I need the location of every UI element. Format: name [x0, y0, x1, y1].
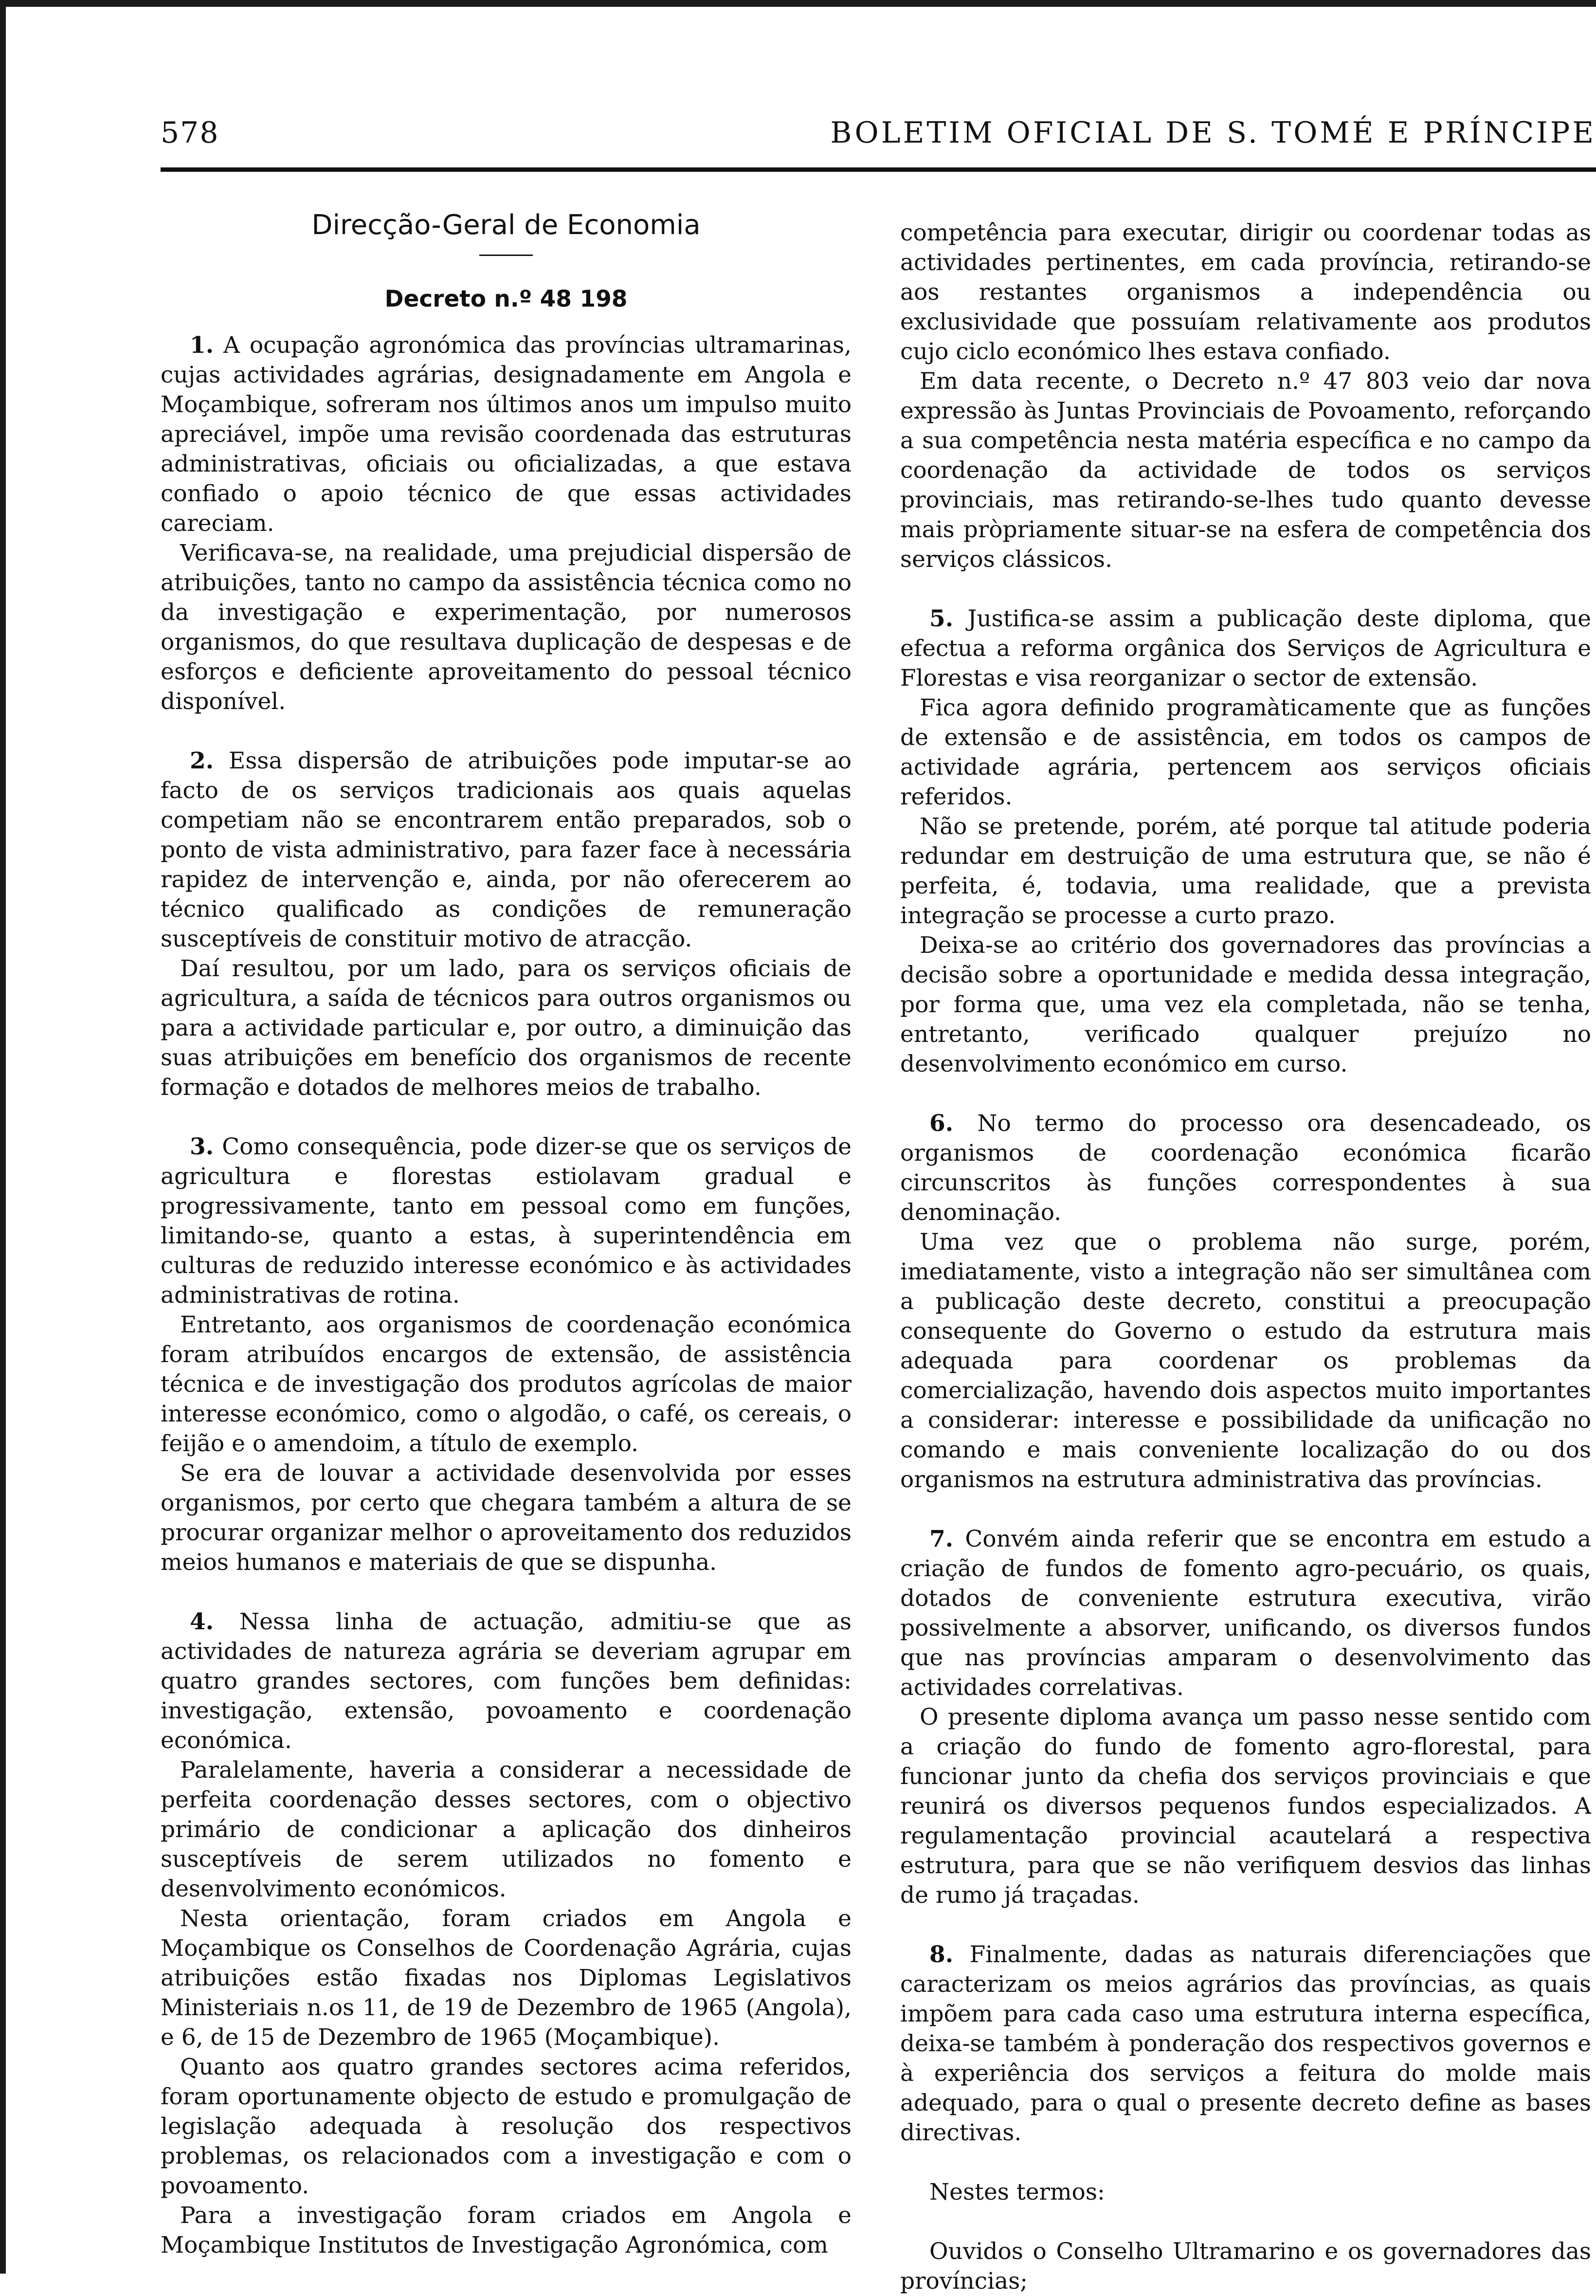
page-header — [161, 116, 1596, 160]
paragraph: Em data recente, o Decreto n.º 47 803 veio dar nova expressão às Juntas Provinciais de Povoamento, reforçando a sua competência nesta matéria específica e no campo da coordenação da actividade de todos os serviços provinciais, mas retirando-se-lhes tudo quanto devesse mais pròpriamente situar-se na esfera de competência dos serviços clássicos. — [900, 368, 1591, 573]
section-number: 7. — [929, 1526, 954, 1552]
spacer — [161, 1102, 852, 1132]
scan-top-border — [0, 0, 1596, 7]
section-number: 2. — [190, 747, 214, 774]
paragraph: competência para executar, dirigir ou coordenar todas as actividades pertinentes, em cada província, retirando-se aos restantes organismos a independência ou exclusividade que possuíam relativamente aos produtos cujo ciclo económico lhes estava confiado. — [900, 219, 1591, 365]
section-number: 5. — [929, 605, 954, 632]
left-column — [161, 209, 852, 2259]
paragraph-text: Como consequência, pode dizer-se que os serviços de agricultura e florestas estiolavam gradual e progressivamente, tanto em pessoal como em funções, limitando-se, quanto a estas, à superintendência em culturas de reduzido interesse económico e às actividades administrativas de rotina. — [161, 1133, 852, 1309]
paragraph: O presente diploma avança um passo nesse sentido com a criação do fundo de fomento agro-florestal, para funcionar junto da chefia dos serviços provinciais e que reunirá os diversos pequenos fundos especializados. A regulamentação provincial acautelará a respectiva estrutura, para que se não verifiquem desvios das linhas de rumo já traçadas. — [900, 1704, 1591, 1909]
paragraph-text: Finalmente, dadas as naturais diferenciações que caracterizam os meios agrários das províncias, as quais impõem para cada caso uma estrutura interna específica, deixa-se também à ponderação dos respectivos governos e à experiência dos serviços a feitura do molde mais adequado, para o qual o presente decreto define as bases directivas. — [900, 1941, 1591, 2146]
paragraph: Paralelamente, haveria a considerar a necessidade de perfeita coordenação desses sectores, com o objectivo primário de condicionar a aplicação dos dinheiros susceptíveis de serem utilizados no fomento e desenvolvimento económicos. — [161, 1757, 852, 1902]
paragraph: Entretanto, aos organismos de coordenação económica foram atribuídos encargos de extensão, de assistência técnica e de investigação dos produtos agrícolas de maior interesse económico, como o algodão, o café, os cereais, o feijão e o amendoim, a título de exemplo. — [161, 1312, 852, 1457]
paragraph — [900, 604, 1591, 693]
paragraph: Deixa-se ao critério dos governadores das províncias a decisão sobre a oportunidade e medida dessa integração, por forma que, uma vez ela completada, não se tenha, entretanto, verificado qualquer prejuízo no desenvolvimento económico em curso. — [900, 932, 1591, 1077]
scan-left-border — [0, 0, 6, 2274]
paragraph-text: Nessa linha de actuação, admitiu-se que as actividades de natureza agrária se deveriam agrupar em quatro grandes sectores, com funções bem definidas: investigação, extensão, povoamento e coordenação económica. — [161, 1608, 852, 1754]
paragraph: Nestes termos: — [929, 2179, 1105, 2205]
paragraph: Quanto aos quatro grandes sectores acima referidos, foram oportunamente objecto de estudo e promulgação de legislação adequada à resolução dos respectivos problemas, os relacionados com a investigação e com o povoamento. — [161, 2054, 852, 2199]
section-number: 1. — [190, 332, 214, 359]
spacer — [900, 1910, 1591, 1940]
paragraph-text: Convém ainda referir que se encontra em estudo a criação de fundos de fomento agro-pecuário, os quais, dotados de conveniente estrutura executiva, virão possivelmente a absorver, unificando, os diversos fundos que nas províncias amparam o desenvolvimento das actividades correlativas. — [900, 1526, 1591, 1701]
section-number: 3. — [190, 1133, 214, 1160]
paragraph-text: Justifica-se assim a publicação deste diploma, que efectua a reforma orgânica dos Serviços de Agricultura e Florestas e visa reorganizar o sector de extensão. — [900, 605, 1591, 692]
title-divider — [479, 255, 533, 256]
paragraph — [900, 1940, 1591, 2148]
header-rule — [161, 167, 1596, 172]
spacer — [900, 2207, 1591, 2237]
section-number: 6. — [929, 1110, 954, 1137]
page-number: 578 — [161, 116, 219, 150]
spacer — [900, 1079, 1591, 1109]
paragraph — [900, 1109, 1591, 1227]
spacer — [900, 2148, 1591, 2177]
paragraph: Ouvidos o Conselho Ultramarino e os governadores das províncias; — [900, 2238, 1591, 2295]
paragraph: Verificava-se, na realidade, uma prejudicial dispersão de atribuições, tanto no campo da assistência técnica como no da investigação e experimentação, por numerosos organismos, do que resultava duplicação de despesas e de esforços e deficiente aproveitamento do pessoal técnico disponível. — [161, 540, 852, 715]
paragraph: Nesta orientação, foram criados em Angola e Moçambique os Conselhos de Coordenação Agrária, cujas atribuições estão fixadas nos Diplomas Legislativos Ministeriais n.os 11, de 19 de Dezembro de 1965 (Angola), e 6, de 15 de Dezembro de 1965 (Moçambique). — [161, 1905, 852, 2051]
department-title: Direcção-Geral de Economia — [311, 209, 701, 241]
paragraph — [161, 330, 852, 538]
paragraph — [161, 1607, 852, 1755]
spacer — [161, 716, 852, 746]
paragraph: Uma vez que o problema não surge, porém, imediatamente, visto a integração não ser simultânea com a publicação deste decreto, constitui a preocupação consequente do Governo o estudo da estrutura mais adequada para coordenar os problemas da comercialização, havendo dois aspectos muito importantes a considerar: interesse e possibilidade da unificação no comando e mais conveniente localização do ou dos organismos na estrutura administrativa das províncias. — [900, 1229, 1591, 1493]
paragraph: Não se pretende, porém, até porque tal atitude poderia redundar em destruição de uma estrutura que, se não é perfeita, é, todavia, uma realidade, que a prevista integração se processe a curto prazo. — [900, 813, 1591, 929]
journal-title: BOLETIM OFICIAL DE S. TOMÉ E PRÍNCIPE — [830, 116, 1596, 150]
spacer — [900, 1494, 1591, 1524]
paragraph: Fica agora definido programàticamente que as funções de extensão e de assistência, em todos os campos de actividade agrária, pertencem aos serviços oficiais referidos. — [900, 694, 1591, 810]
paragraph-text: Essa dispersão de atribuições pode imputar-se ao facto de os serviços tradicionais aos quais aquelas competiam não se encontrarem então preparados, sob o ponto de vista administrativo, para fazer face à necessária rapidez de intervenção e, ainda, por não oferecerem ao técnico qualificado as condições de remuneração susceptíveis de constituir motivo de atracção. — [161, 747, 852, 952]
paragraph — [900, 1524, 1591, 1702]
section-number: 4. — [190, 1608, 214, 1635]
spacer — [161, 1577, 852, 1607]
paragraph: Se era de louvar a actividade desenvolvida por esses organismos, por certo que chegara também a altura de se procurar organizar melhor o aproveitamento dos reduzidos meios humanos e materiais de que se dispunha. — [161, 1460, 852, 1576]
section-number: 8. — [929, 1941, 954, 1968]
paragraph-text: No termo do processo ora desencadeado, os organismos de coordenação económica ficarão circunscritos às funções correspondentes à sua denominação. — [900, 1110, 1591, 1226]
paragraph: Para a investigação foram criados em Angola e Moçambique Institutos de Investigação Agronómica, com — [161, 2202, 852, 2259]
spacer — [900, 574, 1591, 604]
decree-title: Decreto n.º 48 198 — [384, 286, 628, 312]
paragraph: Daí resultou, por um lado, para os serviços oficiais de agricultura, a saída de técnicos para outros organismos ou para a actividade particular e, por outro, a diminuição das suas atribuições em benefício dos organismos de recente formação e dotados de melhores meios de trabalho. — [161, 955, 852, 1101]
paragraph — [161, 1132, 852, 1310]
right-column — [900, 218, 1591, 2295]
paragraph-text: A ocupação agronómica das províncias ultramarinas, cujas actividades agrárias, designadamente em Angola e Moçambique, sofreram nos últimos anos um impulso muito apreciável, impõe uma revisão coordenada das estruturas administrativas, oficiais ou oficializadas, a que estava confiado o apoio técnico de que essas actividades careciam. — [161, 332, 852, 537]
paragraph — [161, 746, 852, 954]
